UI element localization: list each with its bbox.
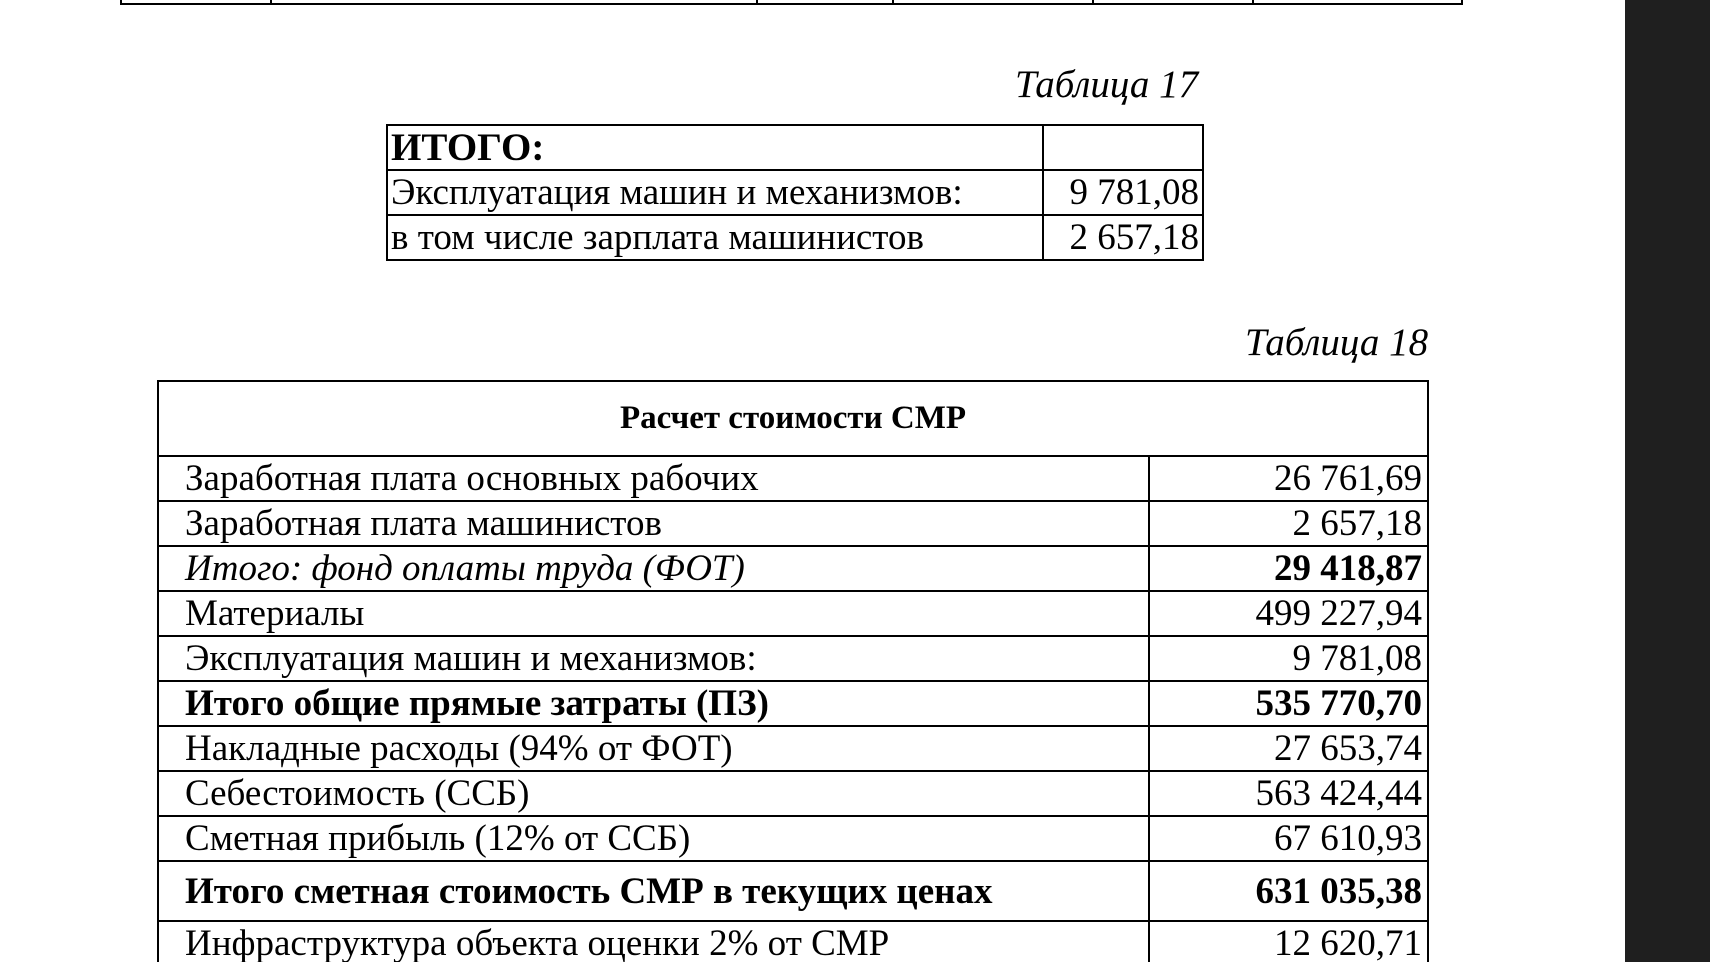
row-value: 563 424,44 <box>1149 771 1428 816</box>
table-18 <box>157 380 1429 962</box>
table-cell <box>757 0 893 4</box>
row-label: Эксплуатация машин и механизмов: <box>387 170 1043 215</box>
table-row <box>158 681 1428 726</box>
row-value: 26 761,69 <box>1149 456 1428 501</box>
previous-table-fragment <box>120 0 1463 5</box>
table-row <box>158 456 1428 501</box>
row-value: 29 418,87 <box>1149 546 1428 591</box>
table-row <box>158 501 1428 546</box>
viewer-right-gutter <box>1625 0 1710 962</box>
table-17 <box>386 124 1204 261</box>
table-row <box>158 921 1428 962</box>
table-row <box>158 771 1428 816</box>
row-value: 9 781,08 <box>1149 636 1428 681</box>
table-18-caption: Таблица 18 <box>1245 321 1429 364</box>
row-value: 2 657,18 <box>1043 215 1203 260</box>
table-row <box>158 636 1428 681</box>
row-value: 2 657,18 <box>1149 501 1428 546</box>
row-label: Материалы <box>158 591 1149 636</box>
row-value: 12 620,71 <box>1149 921 1428 962</box>
row-label: Итого: фонд оплаты труда (ФОТ) <box>158 546 1149 591</box>
table-cell <box>1093 0 1253 4</box>
table-row <box>387 215 1203 260</box>
row-label: Эксплуатация машин и механизмов: <box>158 636 1149 681</box>
table-row <box>158 861 1428 921</box>
row-value: 499 227,94 <box>1149 591 1428 636</box>
row-label: Итого сметная стоимость СМР в текущих ценах <box>158 861 1149 921</box>
table-row <box>387 170 1203 215</box>
total-header-label: ИТОГО: <box>387 125 1043 170</box>
row-label: Заработная плата основных рабочих <box>158 456 1149 501</box>
table-row <box>158 546 1428 591</box>
row-value: 27 653,74 <box>1149 726 1428 771</box>
row-label: Итого общие прямые затраты (ПЗ) <box>158 681 1149 726</box>
row-label: Инфраструктура объекта оценки 2% от СМР <box>158 921 1149 962</box>
table-row <box>158 591 1428 636</box>
row-label: Себестоимость (ССБ) <box>158 771 1149 816</box>
table-18-title: Расчет стоимости СМР <box>158 381 1428 456</box>
row-value: 9 781,08 <box>1043 170 1203 215</box>
table-title-row <box>158 381 1428 456</box>
row-label: Заработная плата машинистов <box>158 501 1149 546</box>
total-header-value <box>1043 125 1203 170</box>
row-value: 67 610,93 <box>1149 816 1428 861</box>
table-cell <box>1253 0 1462 4</box>
table-cell <box>893 0 1093 4</box>
table-cell <box>121 0 271 4</box>
table-17-caption: Таблица 17 <box>1015 63 1199 106</box>
table-cell <box>271 0 757 4</box>
row-value: 535 770,70 <box>1149 681 1428 726</box>
table-row <box>158 726 1428 771</box>
row-label: Сметная прибыль (12% от ССБ) <box>158 816 1149 861</box>
table-row <box>121 0 1462 4</box>
table-row <box>387 125 1203 170</box>
row-label: Накладные расходы (94% от ФОТ) <box>158 726 1149 771</box>
table-row <box>158 816 1428 861</box>
row-label: в том числе зарплата машинистов <box>387 215 1043 260</box>
row-value: 631 035,38 <box>1149 861 1428 921</box>
